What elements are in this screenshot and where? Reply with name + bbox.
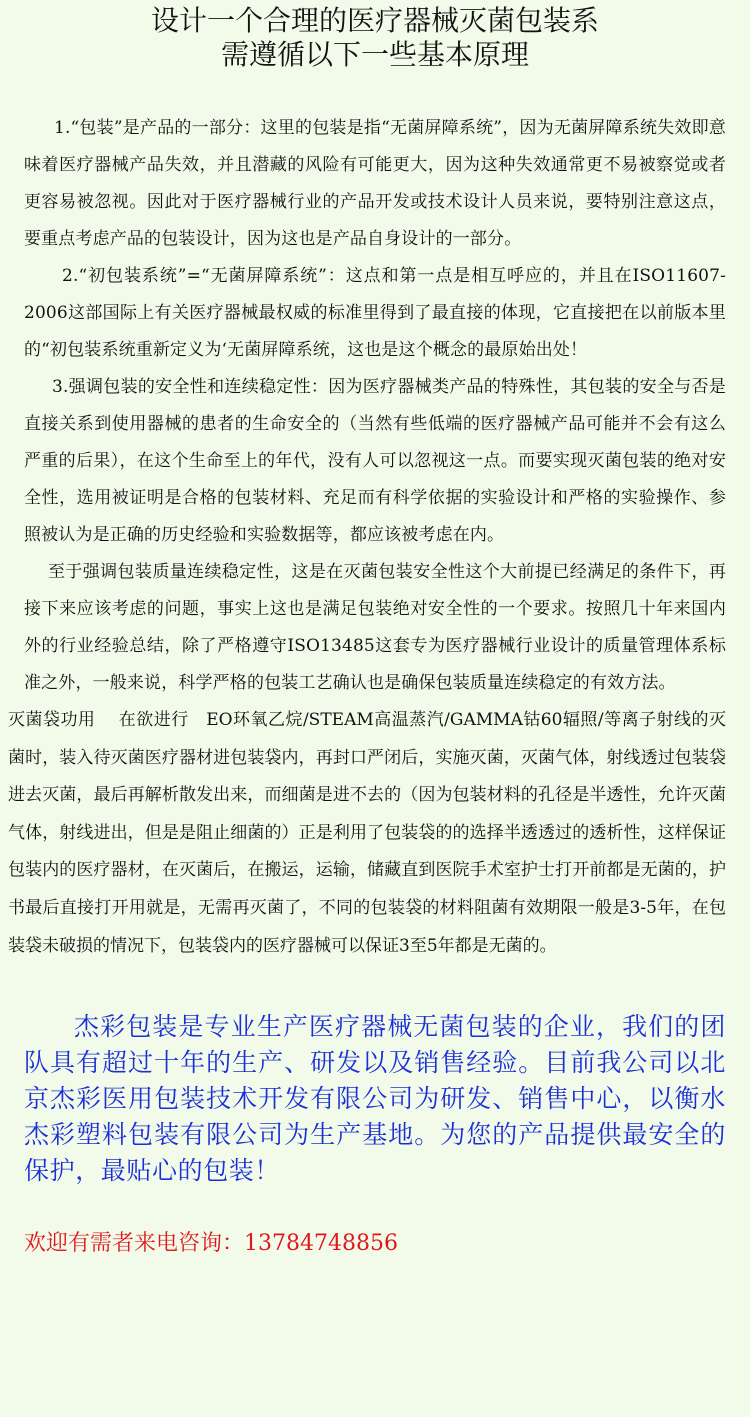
principle-3-paragraph: 3.强调包装的安全性和连续稳定性：因为医疗器械类产品的特殊性，其包装的安全与否是直接关系到使用器械的患者的生命安全的（当然有些低端的医疗器械产品可能并不会有这么严重的后果），在这个生命至上的年代，没有人可以忽视这一点。而要实现灭菌包装的绝对安全性，选用被证明是合格的包装材料、充足而有科学依据的实验设计和严格的实验操作、参照被认为是正确的历史经验和实验数据等，都应该被考虑在内。	[24, 377, 726, 545]
principle-2-paragraph: 2.“初包装系统”=“无菌屏障系统”：这点和第一点是相互呼应的，并且在ISO11607-2006这部国际上有关医疗器械最权威的标准里得到了最直接的体现，它直接把在以前版本里的“初包装系统重新定义为‘无菌屏障系统，这也是这个概念的最原始出处！	[24, 266, 726, 360]
sterilization-bag-paragraph: 灭菌袋功用 在欲进行 EO环氧乙烷/STEAM高温蒸汽/GAMMA钴60辐照/等离子射线的灭菌时，装入待灭菌医疗器材进包装袋内，再封口严闭后，实施灭菌，灭菌气体，射线透过包装袋进去灭菌，最后再解析散发出来，而细菌是进不去的（因为包装材料的孔径是半透性，允许灭菌气体，射线进出，但是是阻止细菌的）正是利用了包装袋的的选择半透透过的透析性，这样保证包装内的医疗器材，在灭菌后，在搬运，运输，储藏直到医院手术室护士打开前都是无菌的，护书最后直接打开用就是，无需再灭菌了，不同的包装袋的材料阻菌有效期限一般是3-5年，在包装袋未破损的情况下，包装袋内的医疗器械可以保证3至5年都是无菌的。	[8, 710, 726, 956]
contact-line: 欢迎有需者来电咨询：13784748856	[24, 1231, 398, 1257]
company-intro: 杰彩包装是专业生产医疗器械无菌包装的企业，我们的团队具有超过十年的生产、研发以及销售经验。目前我公司以北京杰彩医用包装技术开发有限公司为研发、销售中心，以衡水杰彩塑料包装有限公司为生产基地。为您的产品提供最安全的保护，最贴心的包装！	[24, 1012, 726, 1186]
stability-paragraph: 至于强调包装质量连续稳定性，这是在灭菌包装安全性这个大前提已经满足的条件下，再接下来应该考虑的问题，事实上这也是满足包装绝对安全性的一个要求。按照几十年来国内外的行业经验总结，除了严格遵守ISO13485这套专为医疗器械行业设计的质量管理体系标准之外，一般来说，科学严格的包装工艺确认也是确保包装质量连续稳定的有效方法。	[24, 562, 726, 693]
page-title	[24, 4, 726, 72]
title-line-2: 需遵循以下一些基本原理	[220, 38, 529, 71]
title-line-1: 设计一个合理的医疗器械灭菌包装系	[150, 4, 599, 37]
principle-1-paragraph: 1.“包装”是产品的一部分：这里的包装是指“无菌屏障系统”，因为无菌屏障系统失效即意味着医疗器械产品失效，并且潜藏的风险有可能更大，因为这种失效通常更不易被察觉或者更容易被忽视。因此对于医疗器械行业的产品开发或技术设计人员来说，要特别注意这点，要重点考虑产品的包装设计，因为这也是产品自身设计的一部分。	[24, 118, 726, 249]
